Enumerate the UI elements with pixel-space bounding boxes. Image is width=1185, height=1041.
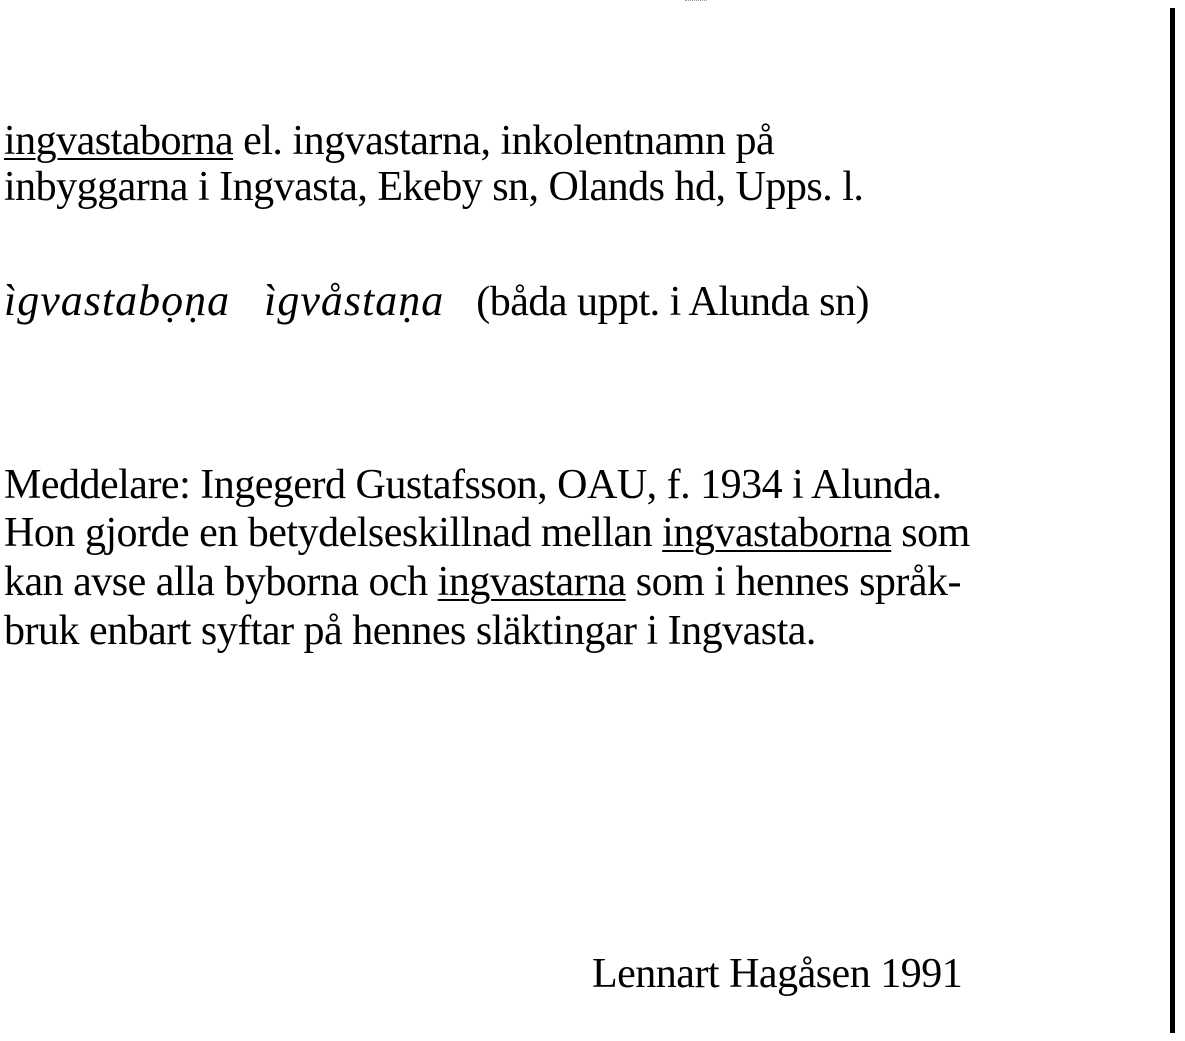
headword: ingvastaborna [4, 118, 234, 164]
informant-text: kan avse alla byborna och [4, 559, 438, 605]
phonetic-line [4, 278, 869, 325]
informant-line-3 [4, 559, 961, 605]
phonetic-form-1: ìgvastabọṇa [4, 276, 231, 325]
underlined-word: ingvastaborna [662, 510, 892, 556]
informant-line-4: bruk enbart syftar på hennes släktingar i Ingvasta. [4, 608, 816, 654]
card-right-border [1170, 8, 1175, 1033]
entry-line-2: inbyggarna i Ingvasta, Ekeby sn, Olands hd, Upps. l. [4, 164, 864, 210]
entry-definition-start: el. ingvastarna, inkolentnamn på [233, 118, 775, 164]
scan-mark [685, 0, 707, 5]
entry-line-1 [4, 118, 774, 164]
phonetic-note: (båda uppt. i Alunda sn) [476, 279, 869, 325]
informant-text: Hon gjorde en betydelseskillnad mellan [4, 510, 663, 556]
informant-line-2 [4, 510, 970, 556]
informant-line-1: Meddelare: Ingegerd Gustafsson, OAU, f. 1934 i Alunda. [4, 462, 942, 508]
informant-text: som i hennes språk- [625, 559, 962, 605]
signature: Lennart Hagåsen 1991 [592, 951, 963, 997]
underlined-word: ingvastarna [437, 559, 626, 605]
phonetic-form-2: ìgvåstaṇa [264, 276, 445, 325]
informant-text: som [891, 510, 970, 556]
